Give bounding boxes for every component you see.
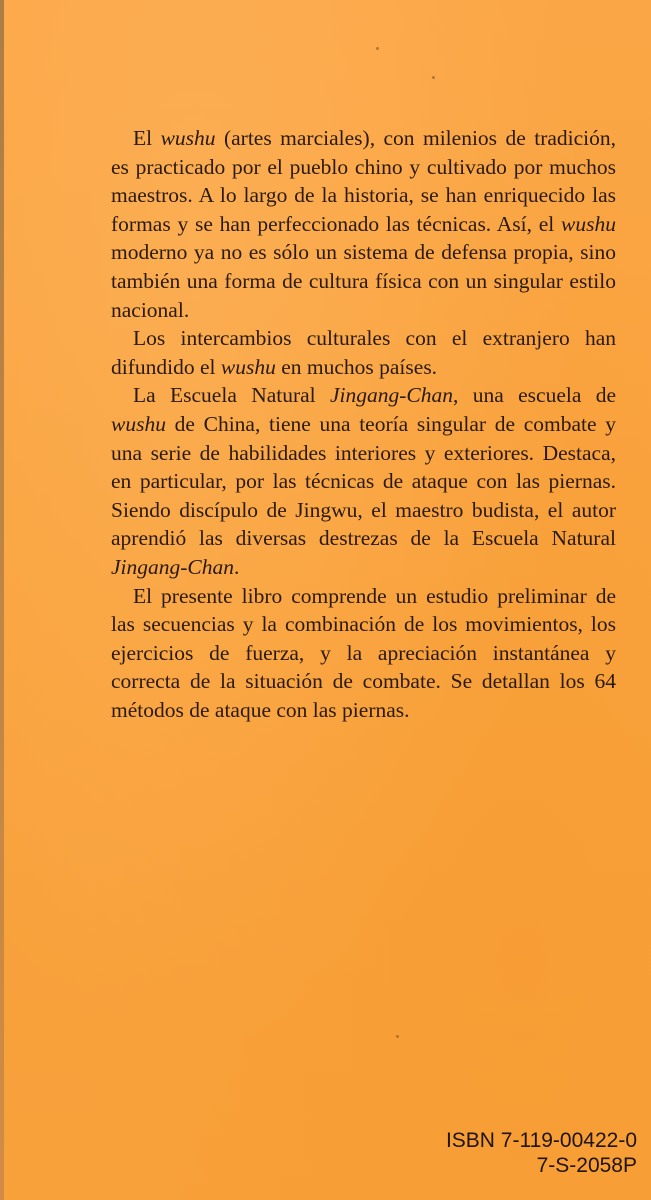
text-run: . (234, 554, 240, 579)
blurb-paragraph (111, 381, 616, 581)
text-run: moderno ya no es sólo un sistema de defensa propia, sino también una forma de cultura física con un singular estilo nacional. (111, 240, 616, 322)
text-run: en muchos países. (275, 354, 438, 379)
paper-speck (432, 76, 435, 79)
catalog-code: 7-S-2058P (536, 1154, 637, 1177)
text-run: Los intercambios culturales con el extranjero han difundido el (111, 326, 616, 379)
paper-speck (376, 47, 379, 50)
text-run: (artes marciales), con milenios de tradición, es practicado por el pueblo chino y cultivado por muchos maestros. A lo largo de la historia, se han enriquecido las formas y se han perfeccionado las técnicas. Así, el (111, 126, 617, 236)
text-run: de China, tiene una teoría singular de combate y una serie de habilidades interiores y exteriores. Destaca, en particular, por las técnicas de ataque con las piernas. Siendo discípulo de Jingwu, el maestro budista, el autor aprendió las diversas destrezas de la Escuela Natural (111, 411, 616, 551)
blurb-paragraph (111, 582, 616, 725)
blurb-paragraph (111, 124, 616, 324)
cover-edge (0, 0, 4, 1200)
blurb-paragraph (111, 324, 616, 381)
italic-term: Jingang-Chan (111, 554, 235, 579)
text-run: El (133, 126, 161, 150)
text-run: El presente libro comprende un estudio preliminar de las secuencias y la combinación de los movimientos, los ejercicios de fuerza, y la apreciación instantánea y correcta de la situación de combate. Se detallan los 64 métodos de ataque con las piernas. (111, 583, 616, 722)
italic-term: Jingang-Chan (330, 383, 454, 408)
italic-term: wushu (561, 211, 616, 236)
paper-speck (396, 1035, 399, 1038)
isbn-number: ISBN 7-119-00422-0 (445, 1129, 637, 1152)
blurb-text (111, 124, 616, 724)
text-run: , una escuela de (453, 383, 616, 408)
italic-term: wushu (111, 411, 166, 436)
text-run: La Escuela Natural (133, 383, 330, 408)
isbn-block (446, 1128, 637, 1178)
italic-term: wushu (160, 126, 216, 150)
italic-term: wushu (220, 354, 276, 379)
